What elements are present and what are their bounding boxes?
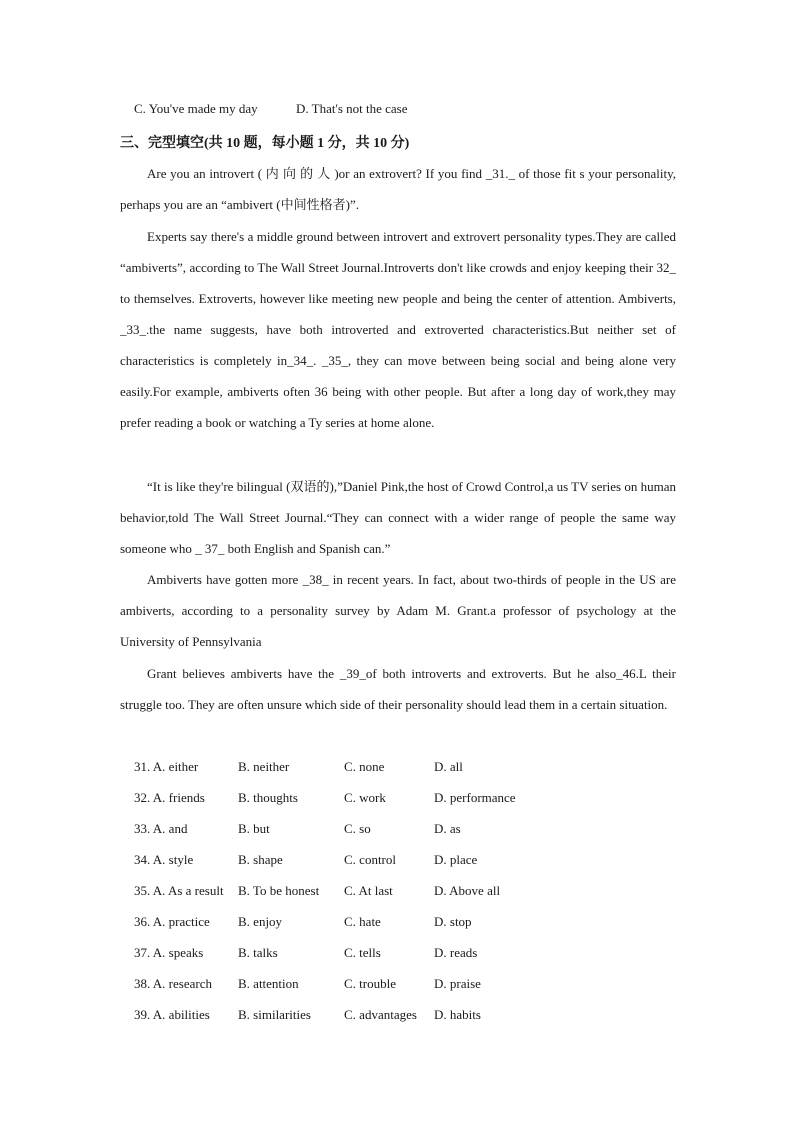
option-c: C. so bbox=[344, 821, 371, 836]
option-b: B. shape bbox=[238, 852, 283, 867]
option-a: 35. A. As a result bbox=[134, 883, 224, 898]
option-c: C. advantages bbox=[344, 1007, 417, 1022]
option-c: C. At last bbox=[344, 883, 393, 898]
option-a: 32. A. friends bbox=[134, 790, 205, 805]
option-b: B. similarities bbox=[238, 1007, 311, 1022]
option-a: 31. A. either bbox=[134, 759, 199, 774]
prev-option-d: D. That's not the case bbox=[296, 101, 408, 116]
option-b: B. attention bbox=[238, 976, 299, 991]
option-b: B. enjoy bbox=[238, 914, 283, 929]
option-b: B. thoughts bbox=[238, 790, 298, 805]
option-b: B. neither bbox=[238, 759, 290, 774]
option-a: 38. A. research bbox=[134, 976, 212, 991]
option-b: B. but bbox=[238, 821, 270, 836]
option-d: D. habits bbox=[434, 1007, 481, 1022]
option-a: 37. A. speaks bbox=[134, 945, 204, 960]
passage-paragraph-2: Experts say there's a middle ground between introvert and extrovert personality types.They are called “ambiverts”, according to The Wall Street Journal.Introverts don't like crowds and enjoy keeping their 32_ to themselves. Extroverts, however like meeting new people and being the center of attention. Ambiverts, _33_.the name suggests, have both introverted and extroverted characteristics.But neither set of characteristics is completely in_34_. _35_, they can move between being social and being alone very easily.For example, ambiverts often 36 being with other people. But after a long day of work,they may prefer reading a book or watching a Ty series at home alone. bbox=[120, 229, 676, 430]
passage-paragraph-3: “It is like they're bilingual (双语的),”Daniel Pink,the host of Crowd Control,a us TV series on human behavior,told The Wall Street Journal.“They can connect with a wider range of people the same way someone who _ 37_ both English and Spanish can.” bbox=[120, 479, 677, 556]
passage-paragraph-1: Are you an introvert ( 内 向 的 人 )or an extrovert? If you find _31._ of those fit s your personality, perhaps you are an “ambivert (中间性格者)”. bbox=[120, 166, 676, 212]
option-a: 34. A. style bbox=[134, 852, 194, 867]
option-a: 39. A. abilities bbox=[134, 1007, 210, 1022]
passage-paragraph-4: Ambiverts have gotten more _38_ in recent years. In fact, about two-thirds of people in the US are ambiverts, according to a personality survey by Adam M. Grant.a professor of psychology at the University of Pennsylvania bbox=[120, 572, 676, 649]
option-a: 33. A. and bbox=[134, 821, 188, 836]
passage-paragraph-5: Grant believes ambiverts have the _39_of both introverts and extroverts. But he also_46.L their struggle too. They are often unsure which side of their personality should lead them in a certain situation. bbox=[120, 666, 676, 712]
option-a: 36. A. practice bbox=[134, 914, 210, 929]
option-c: C. control bbox=[344, 852, 396, 867]
option-c: C. tells bbox=[344, 945, 381, 960]
option-c: C. hate bbox=[344, 914, 381, 929]
option-d: D. praise bbox=[434, 976, 481, 991]
option-d: D. as bbox=[434, 821, 461, 836]
prev-option-c: C. You've made my day bbox=[134, 101, 258, 116]
option-b: B. To be honest bbox=[238, 883, 320, 898]
option-d: D. Above all bbox=[434, 883, 501, 898]
option-c: C. none bbox=[344, 759, 385, 774]
option-d: D. stop bbox=[434, 914, 472, 929]
option-d: D. place bbox=[434, 852, 478, 867]
option-d: D. reads bbox=[434, 945, 478, 960]
option-c: C. trouble bbox=[344, 976, 396, 991]
option-d: D. performance bbox=[434, 790, 516, 805]
option-b: B. talks bbox=[238, 945, 278, 960]
option-c: C. work bbox=[344, 790, 386, 805]
section-title: 三、完型填空(共 10 题，每小题 1 分，共 10 分) bbox=[120, 136, 410, 151]
option-d: D. all bbox=[434, 759, 463, 774]
